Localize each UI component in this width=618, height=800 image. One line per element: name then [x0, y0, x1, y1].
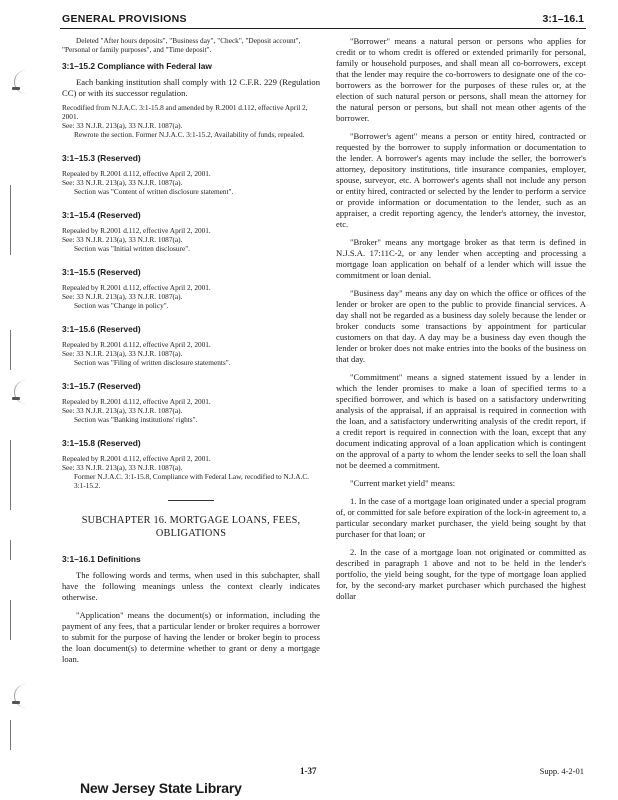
- section-heading: 3:1–15.6 (Reserved): [62, 324, 141, 334]
- binder-hole-mark: [14, 684, 39, 708]
- definition-paragraph: "Broker" means any mortgage broker as that term is defined in N.J.S.A. 17:11C-2, or any lender when accepting and processing a mortgage loan application on behalf of a lender which will issue the commitment or loan denial.: [336, 237, 586, 280]
- definition-paragraph: "Borrower's agent" means a person or entity hired, contracted or requested by the borrower to supply information or documentation to the lender. A borrower's agents may include the seller, the borrower's attorney, depository institutions, title insurance companies, employer, spouse, surveyor, etc. A borrower's agents shall not include any person or entity hired, contracted or selected by the lender to perform a service or provide information or documentation to the lender, such as an appraiser, a credit reporting agency, the lender's attorney, the investor, etc.: [336, 131, 586, 229]
- header-rule: [60, 28, 586, 29]
- definition-paragraph: "Commitment" means a signed statement issued by a lender in which the lender promises to make a loan of specified terms to a specified borrower, and which is based on a satisfactory underwriting analysis of the appraisal, if an appraisal is required in connection with the loan, and a satisfactory underwriting analysis of the credit report, if a credit report is required in connection with the loan, except that any document indicating approval of a loan application which is contingent on the approval of a party to whom the lender seeks to sell the loan shall not be deemed a commitment.: [336, 372, 586, 470]
- history-note: See: 33 N.J.R. 213(a), 33 N.J.R. 1087(a).: [62, 121, 183, 130]
- history-note: Recodified from N.J.A.C. 3:1-15.8 and amended by R.2001 d.112, effective April 2, 2001.: [62, 103, 308, 121]
- history-note: Rewrote the section. Former N.J.A.C. 3:1-15.2, Availability of funds, repealed.: [74, 130, 305, 139]
- history-note: Repealed by R.2001 d.112, effective April 2, 2001.: [62, 226, 211, 235]
- revision-bar: [10, 540, 11, 560]
- section-heading: 3:1–15.5 (Reserved): [62, 267, 141, 277]
- running-header-section: 3:1–16.1: [542, 13, 584, 25]
- section-heading: 3:1–15.4 (Reserved): [62, 210, 141, 220]
- history-note: Section was "Change in policy".: [74, 301, 169, 310]
- history-note: Repealed by R.2001 d.112, effective April 2, 2001.: [62, 454, 211, 463]
- history-note: Repealed by R.2001 d.112, effective April 2, 2001.: [62, 340, 211, 349]
- section-heading: 3:1–15.7 (Reserved): [62, 381, 141, 391]
- binder-hole-mark: [14, 70, 39, 94]
- right-column: [336, 36, 586, 602]
- page-number: 1-37: [300, 766, 317, 776]
- supplement-date: Supp. 4-2-01: [539, 766, 584, 776]
- history-note: Section was "Banking institutions' rights".: [74, 415, 198, 424]
- history-note: Section was "Content of written disclosure statement".: [74, 187, 234, 196]
- history-note: See: 33 N.J.R. 213(a), 33 N.J.R. 1087(a).: [62, 178, 183, 187]
- revision-bar: [10, 440, 11, 510]
- revision-bar: [10, 600, 11, 640]
- definition-paragraph: "Current market yield" means:: [350, 478, 456, 488]
- definition-paragraph: "Application" means the document(s) or information, including the payment of any fees, that a particular lender or broker requires a borrower to submit for the purpose of having the lender or broker begin to process the loan document(s) to determine whether to grant or deny a mortgage loan.: [62, 610, 320, 664]
- history-note: See: 33 N.J.R. 213(a), 33 N.J.R. 1087(a).: [62, 292, 183, 301]
- history-note: See: 33 N.J.R. 213(a), 33 N.J.R. 1087(a).: [62, 349, 183, 358]
- definition-paragraph: "Business day" means any day on which the office or offices of the lender or broker are open to the public to provide financial services. A day shall not be regarded as a business day solely because the lender or broker conducts some transactions by appointment for particular customers on that day. A day may be a business day even though the lender or broker does not make entries into the books of the business on that day.: [336, 288, 586, 364]
- definition-item: 1. In the case of a mortgage loan originated under a special program of, or committed for sale before expiration of the lock-in agreement to, a particular secondary market purchaser, the yield being sought by that purchaser for that loan; or: [336, 496, 586, 539]
- definition-paragraph: "Borrower" means a natural person or persons who applies for credit or to whom credit is offered or extended primarily for personal, family or household purposes, and shall mean all co-borrowers, except that the lender may require the co-borrowers to designate one of the co-borrowers as the borrower for the purposes of these rules or, at the election of such natural person or persons, shall mean the attorney for the natural person or persons, but shall not mean other agents of the borrower.: [336, 36, 586, 123]
- definition-item: 2. In the case of a mortgage loan not originated or committed as described in paragraph 1 above and not to be held in the lender's portfolio, the yield being sought, for the type of mortgage loan applied for, by the second-ary market purchaser which purchased the highest dollar: [336, 547, 586, 601]
- section-body: Each banking institution shall comply with 12 C.F.R. 229 (Regulation CC) or with its successor regulation.: [62, 77, 320, 98]
- history-note: See: 33 N.J.R. 213(a), 33 N.J.R. 1087(a).: [62, 235, 183, 244]
- history-note: Deleted "After hours deposits", "Business day", "Check", "Deposit account", "Personal or family purposes", and "Time deposit".: [62, 36, 301, 54]
- section-heading: 3:1–15.8 (Reserved): [62, 438, 141, 448]
- revision-bar: [10, 185, 11, 255]
- revision-bar: [10, 720, 11, 750]
- section-divider: [168, 500, 214, 501]
- section-heading: 3:1–16.1 Definitions: [62, 554, 141, 564]
- section-heading: 3:1–15.3 (Reserved): [62, 153, 141, 163]
- history-note: Repealed by R.2001 d.112, effective April 2, 2001.: [62, 169, 211, 178]
- left-column: [62, 36, 320, 665]
- section-body: The following words and terms, when used in this subchapter, shall have the following meanings unless the context clearly indicates otherwise.: [62, 570, 320, 602]
- library-stamp: New Jersey State Library: [80, 780, 242, 796]
- history-note: Former N.J.A.C. 3:1-15.8, Compliance with Federal Law, recodified to N.J.A.C. 3:1-15.2.: [74, 472, 310, 490]
- binder-hole-mark: [14, 380, 39, 404]
- history-note: Repealed by R.2001 d.112, effective April 2, 2001.: [62, 283, 211, 292]
- history-note: See: 33 N.J.R. 213(a), 33 N.J.R. 1087(a).: [62, 463, 183, 472]
- running-header-title: GENERAL PROVISIONS: [62, 13, 187, 25]
- history-note: Section was "Initial written disclosure".: [74, 244, 190, 253]
- history-note: See: 33 N.J.R. 213(a), 33 N.J.R. 1087(a).: [62, 406, 183, 415]
- revision-bar: [10, 330, 11, 370]
- history-note: Section was "Filing of written disclosure statements".: [74, 358, 231, 367]
- history-note: Repealed by R.2001 d.112, effective April 2, 2001.: [62, 397, 211, 406]
- subchapter-heading: SUBCHAPTER 16. MORTGAGE LOANS, FEES, OBLIGATIONS: [81, 515, 301, 539]
- section-heading: 3:1–15.2 Compliance with Federal law: [62, 61, 212, 71]
